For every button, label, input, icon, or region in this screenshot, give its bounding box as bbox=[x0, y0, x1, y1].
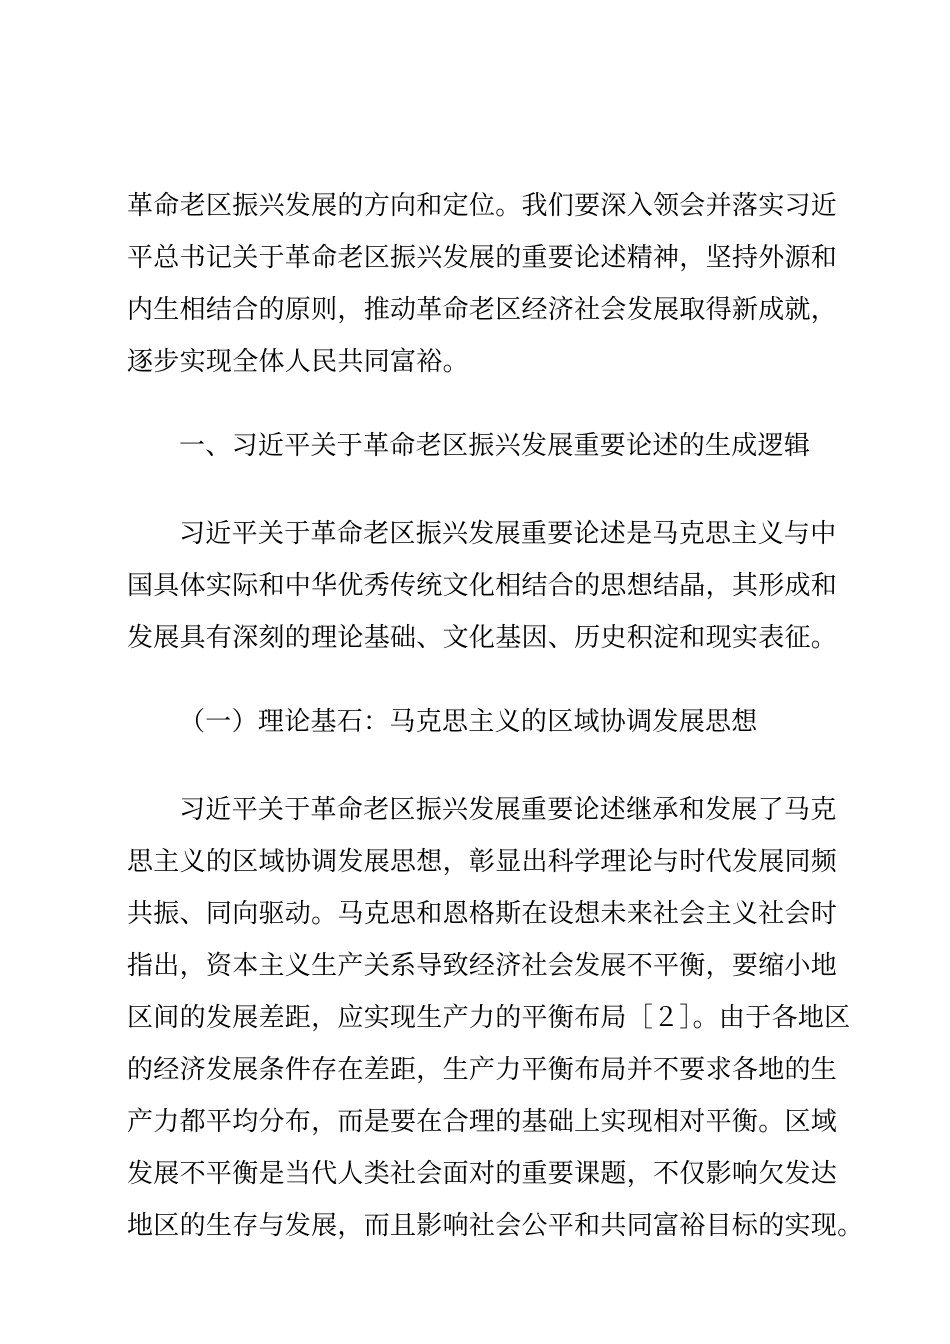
heading-text: （一）理论基石：马克思主义的区域协调发展思想 bbox=[179, 707, 758, 737]
text-line: 发展具有深刻的理论基础、文化基因、历史积淀和现实表征。 bbox=[127, 623, 838, 653]
text-line: 习近平关于革命老区振兴发展重要论述继承和发展了马克 bbox=[179, 795, 837, 825]
document-body bbox=[127, 180, 864, 1252]
subsection-heading bbox=[127, 696, 832, 748]
text-line: 习近平关于革命老区振兴发展重要论述是马克思主义与中 bbox=[179, 519, 837, 549]
text-line: 共振、同向驱动。马克思和恩格斯在设想未来社会主义社会时 bbox=[127, 899, 838, 929]
text-line: 指出，资本主义生产关系导致经济社会发展不平衡，要缩小地 bbox=[127, 951, 838, 981]
text-line: 平总书记关于革命老区振兴发展的重要论述精神，坚持外源和 bbox=[127, 243, 838, 273]
text-line: 地区的生存与发展，而且影响社会公平和共同富裕目标的实现。 bbox=[127, 1211, 864, 1241]
section-heading bbox=[127, 420, 832, 472]
text-line: 内生相结合的原则，推动革命老区经济社会发展取得新成就， bbox=[127, 295, 838, 325]
text-line: 革命老区振兴发展的方向和定位。我们要深入领会并落实习近 bbox=[127, 191, 838, 221]
heading-text: 一、习近平关于革命老区振兴发展重要论述的生成逻辑 bbox=[179, 431, 811, 461]
text-line: 区间的发展差距，应实现生产力的平衡布局［２］。由于各地区 bbox=[127, 1003, 851, 1033]
paragraph-theory bbox=[127, 784, 864, 1252]
text-line: 发展不平衡是当代人类社会面对的重要课题，不仅影响欠发达 bbox=[127, 1159, 838, 1189]
text-line: 产力都平均分布，而是要在合理的基础上实现相对平衡。区域 bbox=[127, 1107, 838, 1137]
paragraph-intro-continued bbox=[127, 180, 838, 388]
paragraph-overview bbox=[127, 508, 838, 664]
text-line: 的经济发展条件存在差距，生产力平衡布局并不要求各地的生 bbox=[127, 1055, 838, 1085]
text-line: 国具体实际和中华优秀传统文化相结合的思想结晶，其形成和 bbox=[127, 571, 838, 601]
text-line: 思主义的区域协调发展思想，彰显出科学理论与时代发展同频 bbox=[127, 847, 838, 877]
text-line: 逐步实现全体人民共同富裕。 bbox=[127, 347, 469, 377]
